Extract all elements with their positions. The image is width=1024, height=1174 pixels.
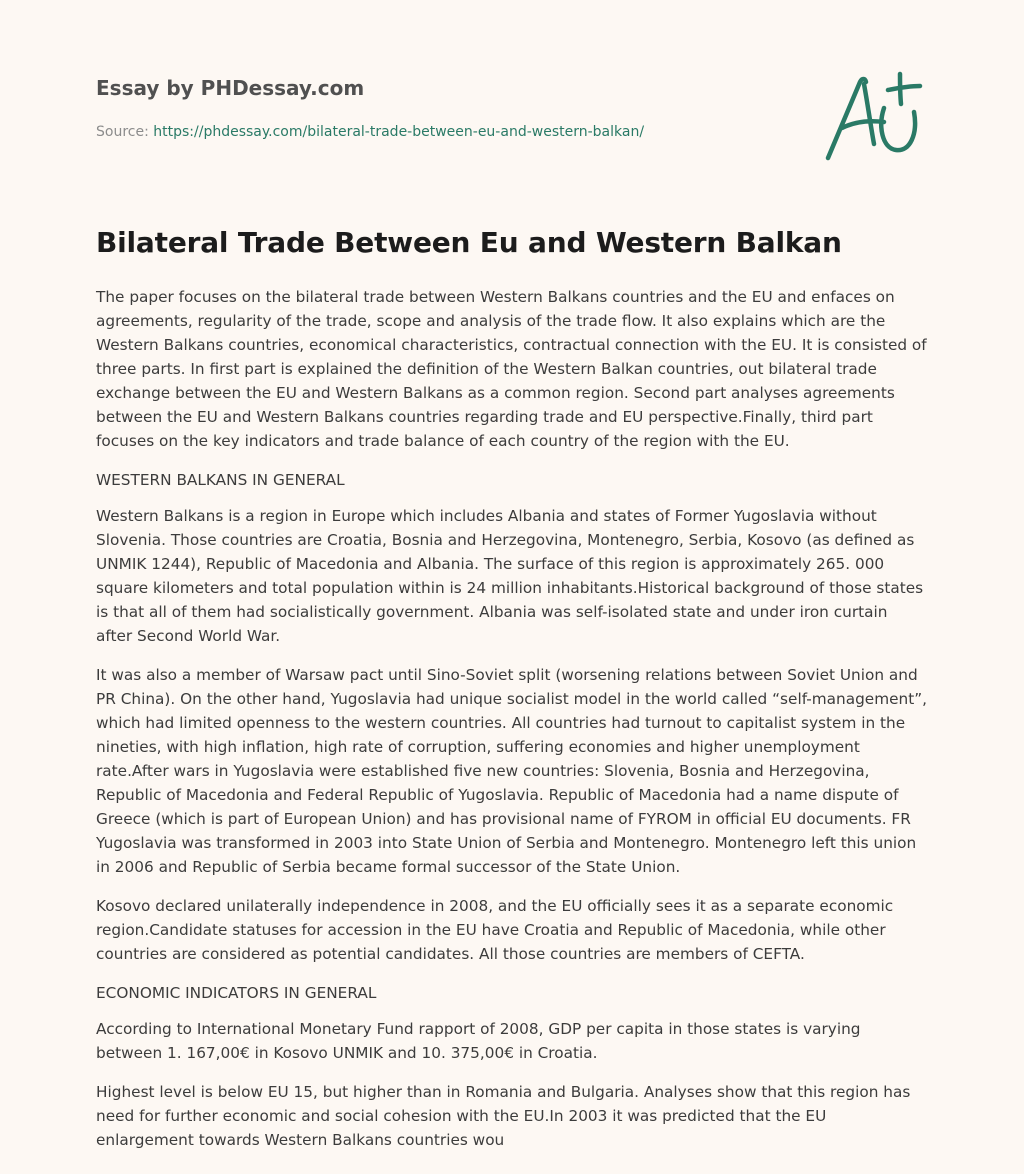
site-brand: Essay by PHDessay.com <box>96 76 365 100</box>
body-paragraph: The paper focuses on the bilateral trade between Western Balkans countries and the EU and enfaces on agreements, regularity of the trade, scope and analysis of the trade flow. It also explains which are the Western Balkans countries, economical characteristics, contractual connection with the EU. It is consisted of three parts. In first part is explained the definition of the Western Balkan countries, out bilateral trade exchange between the EU and Western Balkans as a common region. Second part analyses agreements between the EU and Western Balkans countries regarding trade and EU perspective.Finally, third part focuses on the key indicators and trade balance of each country of the region with the EU. <box>96 288 927 450</box>
source-link[interactable]: https://phdessay.com/bilateral-trade-between-eu-and-western-balkan/ <box>153 124 645 140</box>
source-line <box>96 124 644 140</box>
body-paragraph: Highest level is below EU 15, but higher than in Romania and Bulgaria. Analyses show that this region has need for further economic and social cohesion with the EU.In 2003 it was predicted that the EU enlargement towards Western Balkans countries wou <box>96 1083 911 1149</box>
body-paragraph: Kosovo declared unilaterally independence in 2008, and the EU officially sees it as a separate economic region.Candidate statuses for accession in the EU have Croatia and Republic of Macedonia, while other countries are considered as potential candidates. All those countries are members of CEFTA. <box>96 897 894 963</box>
body-paragraph: Western Balkans is a region in Europe which includes Albania and states of Former Yugoslavia without Slovenia. Those countries are Croatia, Bosnia and Herzegovina, Montenegro, Serbia, Kosovo (as defined as UNMIK 1244), Republic of Macedonia and Albania. The surface of this region is approximately 265. 000 square kilometers and total population within is 24 million inhabitants.Historical background of those states is that all of them had socialistically government. Albania was self-isolated state and under iron curtain after Second World War. <box>96 507 924 645</box>
body-paragraph: According to International Monetary Fund rapport of 2008, GDP per capita in those states is varying between 1. 167,00€ in Kosovo UNMIK and 10. 375,00€ in Croatia. <box>96 1020 861 1062</box>
section-heading: WESTERN BALKANS IN GENERAL <box>96 471 345 489</box>
essay-header <box>96 0 928 200</box>
a-plus-logo-icon <box>824 70 924 162</box>
body-paragraph: It was also a member of Warsaw pact until Sino-Soviet split (worsening relations between Soviet Union and PR China). On the other hand, Yugoslavia had unique socialist model in the world called “self-management”, which had limited openness to the western countries. All countries had turnout to capitalist system in the nineties, with high inflation, high rate of corruption, suffering economies and higher unemployment rate.After wars in Yugoslavia were established five new countries: Slovenia, Bosnia and Herzegovina, Republic of Macedonia and Federal Republic of Yugoslavia. Republic of Macedonia had a name dispute of Greece (which is part of European Union) and has provisional name of FYROM in official EU documents. FR Yugoslavia was transformed in 2003 into State Union of Serbia and Montenegro. Montenegro left this union in 2006 and Republic of Serbia became formal successor of the State Union. <box>96 666 928 876</box>
essay-body <box>96 285 928 1167</box>
essay-page <box>96 0 928 1149</box>
section-heading: ECONOMIC INDICATORS IN GENERAL <box>96 984 377 1002</box>
essay-title: Bilateral Trade Between Eu and Western Balkan <box>96 226 842 259</box>
source-label: Source: <box>96 124 149 140</box>
